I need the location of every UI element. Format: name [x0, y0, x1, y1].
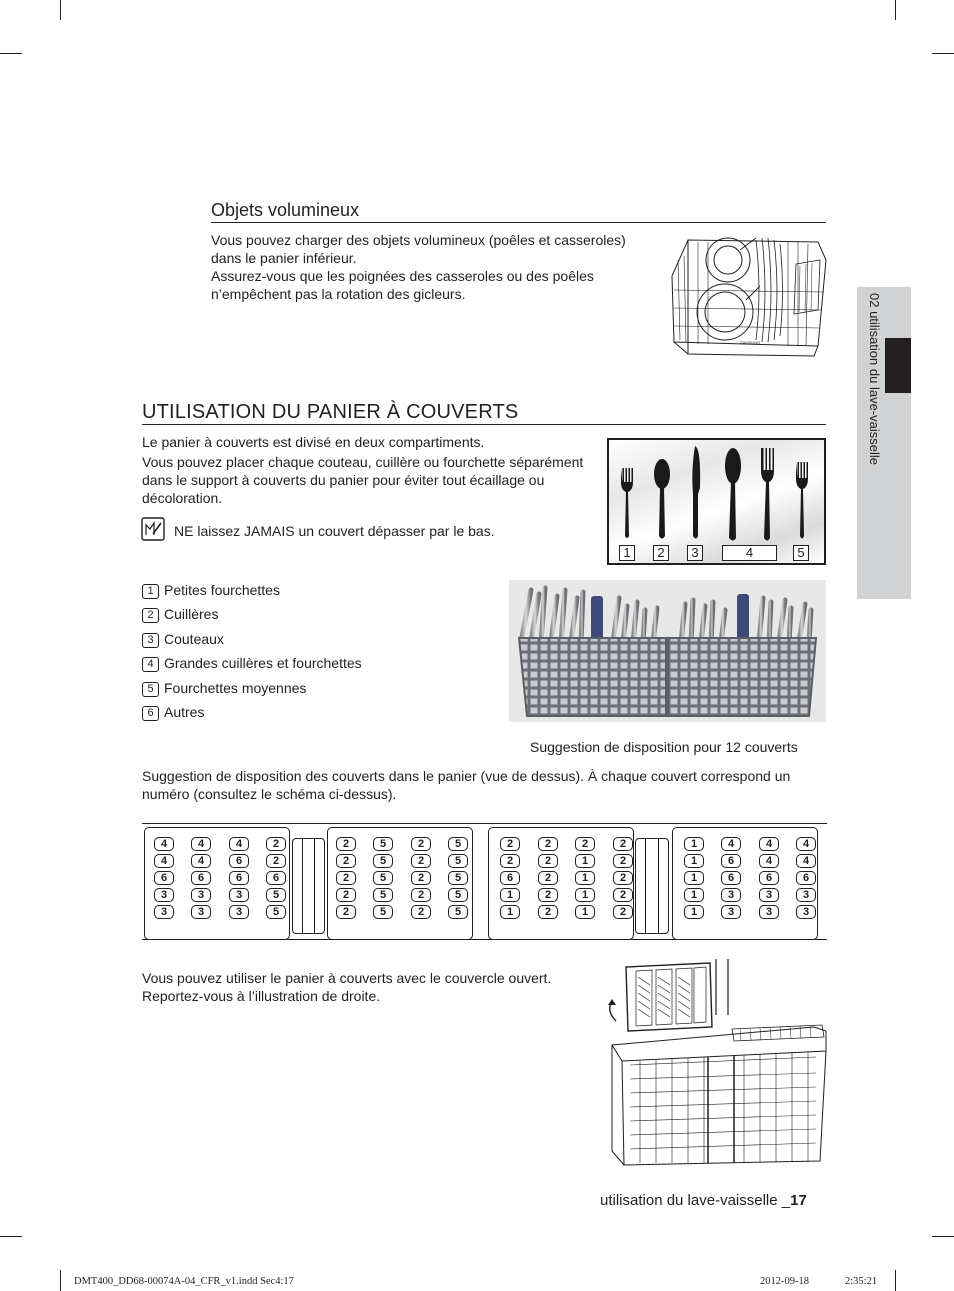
layout-slot: 5	[448, 854, 468, 868]
layout-slot: 5	[373, 854, 393, 868]
layout-slot: 6	[500, 871, 520, 885]
layout-slot: 2	[411, 837, 431, 851]
crop-mark	[932, 53, 954, 54]
layout-slot: 4	[229, 837, 249, 851]
layout-intro: Suggestion de disposition des couverts dans le panier (vue de dessus). À chaque couvert correspond un numéro (consultez le schéma ci-dessus).	[142, 768, 791, 802]
legend-item: 6 Autres	[142, 703, 204, 721]
layout-slot: 3	[759, 888, 779, 902]
section-title-bulky-items: Objets volumineux	[211, 200, 360, 220]
layout-slot: 2	[411, 888, 431, 902]
photo-caption: Suggestion de disposition pour 12 couverts	[530, 739, 798, 755]
layout-slot: 5	[448, 888, 468, 902]
layout-slot: 2	[500, 854, 520, 868]
crop-mark	[932, 1236, 954, 1237]
crop-mark	[0, 1236, 22, 1237]
crop-mark	[895, 0, 896, 20]
imprint-file: DMT400_DD68-00074A-04_CFR_v1.indd Sec4:17	[74, 1276, 294, 1287]
cutlery-types-illustration	[607, 438, 826, 565]
layout-slot: 1	[684, 837, 704, 851]
layout-slot: 5	[373, 837, 393, 851]
layout-slot: 4	[191, 854, 211, 868]
layout-slot: 5	[448, 871, 468, 885]
cutlery-number: 4	[722, 545, 777, 561]
basket-open-lid-illustration	[604, 955, 828, 1167]
layout-slot: 4	[721, 837, 741, 851]
cutlery-paragraph-2: Vous pouvez placer chaque couteau, cuillère ou fourchette séparément dans le support à couverts du panier pour éviter tout écaillage ou décoloration.	[142, 454, 584, 506]
legend-item: 4 Grandes cuillères et fourchettes	[142, 654, 362, 672]
layout-slot: 2	[613, 905, 633, 919]
layout-slot: 6	[229, 854, 249, 868]
note-text: NE laissez JAMAIS un couvert dépasser par le bas.	[174, 523, 495, 539]
layout-slot: 4	[796, 854, 816, 868]
layout-slot: 2	[500, 837, 520, 851]
section-rule	[211, 222, 826, 223]
layout-slot: 6	[796, 871, 816, 885]
layout-slot: 3	[759, 905, 779, 919]
layout-slot: 2	[538, 871, 558, 885]
cutlery-silhouettes	[609, 440, 824, 544]
cutlery-number: 3	[687, 545, 703, 561]
layout-slot: 6	[229, 871, 249, 885]
layout-slot: 3	[721, 905, 741, 919]
imprint-date: 2012-09-18	[760, 1276, 809, 1287]
layout-slot: 1	[575, 854, 595, 868]
layout-slot: 2	[411, 905, 431, 919]
layout-slot: 4	[759, 854, 779, 868]
layout-slot: 3	[721, 888, 741, 902]
page-footer	[600, 1192, 807, 1209]
layout-slot: 6	[721, 871, 741, 885]
layout-slot: 2	[538, 854, 558, 868]
layout-slot: 4	[154, 837, 174, 851]
layout-slot: 3	[229, 888, 249, 902]
cutlery-number: 1	[619, 545, 635, 561]
layout-slot: 1	[684, 854, 704, 868]
layout-slot: 4	[796, 837, 816, 851]
brand-label: SAMSUNG	[740, 340, 761, 345]
layout-slot: 1	[575, 888, 595, 902]
layout-slot: 1	[575, 871, 595, 885]
layout-slot: 2	[336, 854, 356, 868]
cutlery-paragraph-1: Le panier à couverts est divisé en deux compartiments.	[142, 434, 485, 450]
layout-slot: 3	[796, 888, 816, 902]
layout-slot: 6	[154, 871, 174, 885]
cutlery-number: 5	[793, 545, 809, 561]
layout-slot: 5	[448, 905, 468, 919]
lid-open-text-2: Reportez-vous à l’illustration de droite.	[142, 988, 381, 1004]
layout-slot: 2	[411, 854, 431, 868]
crop-mark	[0, 53, 22, 54]
legend-item: 5 Fourchettes moyennes	[142, 679, 306, 697]
layout-slot: 3	[796, 905, 816, 919]
layout-slot: 1	[575, 905, 595, 919]
basket-photo-drawing	[509, 580, 826, 722]
lower-basket-illustration	[668, 230, 828, 358]
layout-slot: 2	[336, 871, 356, 885]
layout-slot: 2	[266, 837, 286, 851]
layout-slot: 1	[684, 888, 704, 902]
layout-slot: 5	[373, 888, 393, 902]
chapter-tab-marker	[885, 338, 911, 393]
layout-slot: 2	[538, 837, 558, 851]
legend-item: 1 Petites fourchettes	[142, 581, 280, 599]
layout-slot: 3	[154, 888, 174, 902]
cutlery-layout-diagram	[142, 820, 827, 944]
layout-slot: 2	[266, 854, 286, 868]
layout-slot: 2	[336, 888, 356, 902]
layout-slot: 2	[613, 837, 633, 851]
layout-slot: 2	[538, 888, 558, 902]
loaded-cutlery-basket-photo	[509, 580, 826, 722]
layout-slot: 4	[759, 837, 779, 851]
layout-slot: 5	[266, 888, 286, 902]
layout-slot: 2	[613, 871, 633, 885]
layout-slot: 5	[373, 871, 393, 885]
layout-slot: 1	[500, 905, 520, 919]
layout-slot: 3	[154, 905, 174, 919]
layout-slot: 2	[613, 888, 633, 902]
cutlery-number: 2	[653, 545, 669, 561]
footer-label: utilisation du lave-vaisselle _	[600, 1192, 791, 1209]
crop-mark	[60, 1270, 61, 1291]
imprint-time: 2:35:21	[845, 1276, 878, 1287]
layout-slot: 6	[191, 871, 211, 885]
legend-item: 2 Cuillères	[142, 605, 218, 623]
layout-slot: 2	[336, 905, 356, 919]
legend-item: 3 Couteaux	[142, 630, 224, 648]
layout-slot: 1	[500, 888, 520, 902]
note-icon	[141, 517, 165, 541]
layout-slot: 2	[575, 837, 595, 851]
layout-slot: 5	[373, 905, 393, 919]
crop-mark	[60, 0, 61, 20]
rotate-arrow-icon	[608, 999, 616, 1005]
layout-slot: 6	[759, 871, 779, 885]
layout-slot: 3	[191, 905, 211, 919]
crop-mark	[895, 1270, 896, 1291]
layout-slot: 2	[538, 905, 558, 919]
layout-slot: 4	[154, 854, 174, 868]
layout-slot: 3	[229, 905, 249, 919]
lid-open-text-1: Vous pouvez utiliser le panier à couverts avec le couvercle ouvert.	[142, 970, 552, 986]
layout-slot: 6	[721, 854, 741, 868]
page-number: 17	[790, 1192, 807, 1209]
section-rule	[142, 424, 826, 425]
layout-slot: 5	[266, 905, 286, 919]
layout-slot: 1	[684, 905, 704, 919]
layout-slot: 2	[336, 837, 356, 851]
layout-slot: 2	[613, 854, 633, 868]
layout-slot: 3	[191, 888, 211, 902]
layout-slot: 2	[411, 871, 431, 885]
layout-slot: 5	[448, 837, 468, 851]
layout-slot: 6	[266, 871, 286, 885]
chapter-tab-label: 02 utilisation du lave-vaisselle	[867, 293, 882, 465]
bulky-items-paragraph-2: Assurez-vous que les poignées des casseroles ou des poêles n’empêchent pas la rotation des gicleurs.	[211, 268, 594, 302]
layout-slot: 4	[191, 837, 211, 851]
section-title-cutlery-basket: UTILISATION DU PANIER À COUVERTS	[142, 401, 519, 423]
layout-slot: 1	[684, 871, 704, 885]
bulky-items-paragraph-1: Vous pouvez charger des objets volumineux (poêles et casseroles) dans le panier inférieur.	[211, 232, 626, 266]
